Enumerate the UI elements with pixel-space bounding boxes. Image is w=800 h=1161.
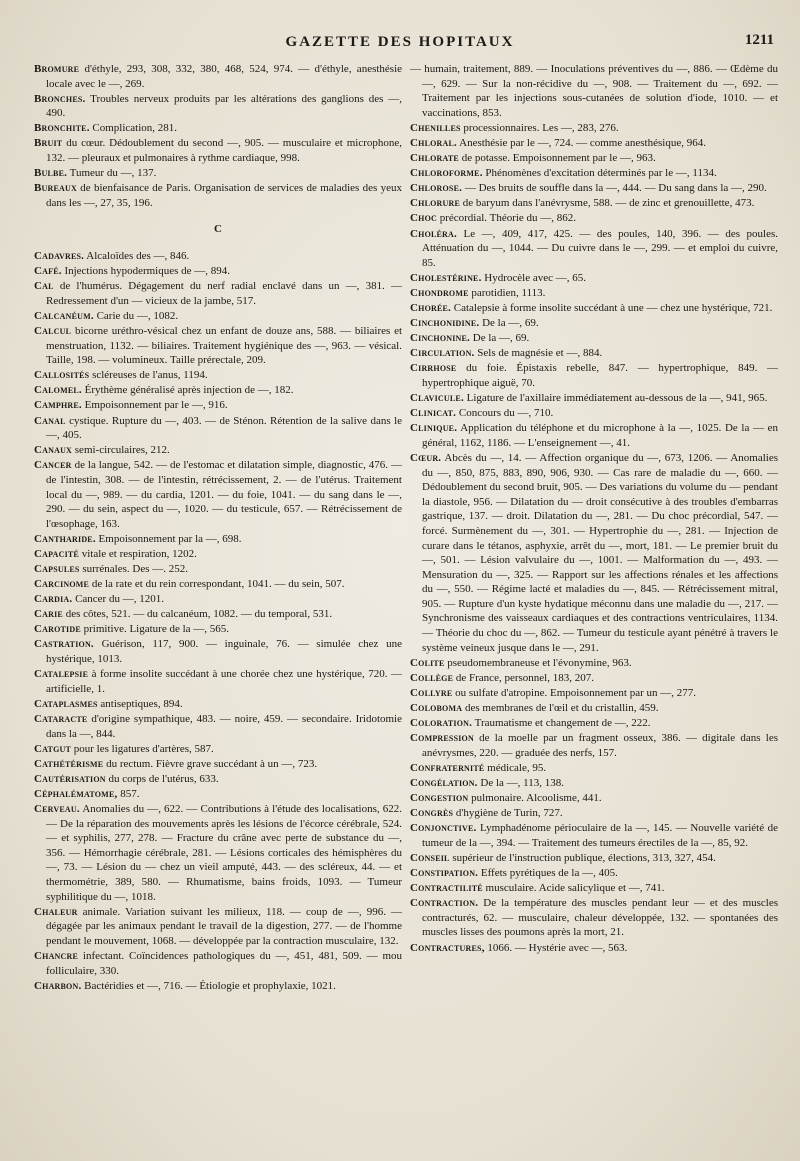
entry-headword: Canaux xyxy=(34,444,73,457)
index-entry xyxy=(410,656,778,671)
entry-headword: Chlorose. xyxy=(410,182,463,195)
entry-headword: Congestion xyxy=(410,792,469,805)
entry-headword: Cholestérine. xyxy=(410,271,482,284)
entry-text: semi-circulaires, 212. xyxy=(74,444,170,457)
entry-text: pulmonaire. Alcoolisme, 441. xyxy=(471,792,602,805)
entry-headword: Clavicule. xyxy=(410,392,464,405)
entry-headword: Café. xyxy=(34,265,62,278)
index-entry xyxy=(34,443,402,458)
entry-headword: Canal xyxy=(34,414,66,427)
index-entry xyxy=(34,121,402,136)
index-entry xyxy=(34,772,402,787)
entry-headword: Céphalématome, xyxy=(34,787,118,800)
entry-headword: Chlorure xyxy=(410,197,460,210)
entry-text: Alcaloïdes des —, 846. xyxy=(86,250,190,263)
index-entry xyxy=(410,731,778,760)
entry-text: De la —, 113, 138. xyxy=(480,777,564,789)
entry-headword: Cancer xyxy=(34,459,72,472)
entry-headword: Chloral. xyxy=(410,136,457,149)
entry-text: du rectum. Fièvre grave succédant à un —, 723. xyxy=(106,757,318,770)
entry-text: Anesthésie par le —, 724. — comme anesthésique, 964. xyxy=(459,136,706,149)
entry-text: Concours du —, 710. xyxy=(458,407,554,420)
entry-text: Abcès du —, 14. — Affection organique du —, 673, 1206. — Anomalies du —, 850, 875, 883, 890, 906, 930. — Cas rare de maladie du —, 660. — Dédoublement du second bruit, 905. — Des variations du volume du — pendant la diastole, 956. — Dilatation du — droit consécutive à des troubles d'embarras gastrique, 137. — droit. Dilatation du —, 281. — Du choc précordial, 547. — forcé. Surmènement du —, 301. — Hypertrophie du —, 281. — Injection de curare dans le tétanos, asphyxie, arrêt du —, mort, 181. — Le premier bruit du —, 501. — Lésion valvulaire du —, 1001. — Malformation du —, 493. — Mensuration du —, 325. — Rapport sur les affections rénales et les affections du —, 550. — Régime lacté et maladies du —, 845. — Rétrécissement mitral, 905. — Rupture d'un kyste hydatique méconnu dans une maladie du —, 217. — Synchronisme des vaisseaux cardiaques et des contractions ventriculaires, 1134. — Théorie du choc du —, 862. — Tumeur du testicule ayant pénétré à travers le système veineux jusque dans le —, 291. xyxy=(422,451,778,654)
entry-headword: Cardia. xyxy=(34,593,73,606)
entry-text: à forme insolite succédant à une chorée chez une hystérique, 720. — artificielle, 1. xyxy=(46,668,402,695)
entry-headword: Contraction. xyxy=(410,897,479,910)
entry-text: Empoisonnement par la —, 698. xyxy=(98,532,242,545)
entry-text: Empoisonnement par le —, 916. xyxy=(84,399,228,412)
entry-text: pour les ligatures d'artères, 587. xyxy=(73,742,214,755)
entry-text: Tumeur du —, 137. xyxy=(69,167,157,180)
entry-text: Complication, 281. xyxy=(92,122,178,135)
entry-text: 857. xyxy=(120,787,140,800)
index-entry xyxy=(410,451,778,655)
entry-text: médicale, 95. xyxy=(487,761,547,774)
entry-headword: Conseil xyxy=(410,851,450,864)
entry-headword: Catalepsie xyxy=(34,668,89,681)
entry-headword: Capacité xyxy=(34,547,79,560)
index-entry xyxy=(34,398,402,413)
entry-headword: Bronchite. xyxy=(34,122,90,135)
entry-text: de potasse. Empoisonnement par le —, 963. xyxy=(461,152,656,165)
right-column xyxy=(410,62,778,1152)
entry-text: surrénales. Des —. 252. xyxy=(82,563,189,575)
entry-text: Bactéridies et —, 716. — Étiologie et prophylaxie, 1021. xyxy=(84,979,336,992)
index-entry xyxy=(34,637,402,666)
index-entry xyxy=(34,414,402,443)
index-entry xyxy=(410,121,778,136)
entry-text: — Des bruits de souffle dans la —, 444. — Du sang dans la —, 290. xyxy=(464,182,767,195)
entry-headword: Contractures, xyxy=(410,941,485,954)
entry-text: musculaire. Acide salicylique et —, 741. xyxy=(485,882,665,895)
entry-text: cystique. Rupture du —, 403. — de Sténon. Rétention de la salive dans le —, 405. xyxy=(46,414,402,442)
entry-text: processionnaires. Les —, 283, 276. xyxy=(463,121,619,134)
entry-text: Anomalies du —, 622. — Contributions à l'étude des localisations, 622. — De la réparation des mouvements après les lésions de l'écorce cérébrale, 524. — et syphilis, 277, 278. — Fracture du crâne avec perte de substance du —, 356. — Hémorrhagie cérébrale, 281. — Lésions corticales des hémisphères du —, 73. — Lésion du — chez un vieil amputé, 443. — des scléreux, 44. — et thermométrie, 389, 580. — Rhumatisme, bains froids, 1093. — Tumeur syphilitique du —, 1018. xyxy=(46,803,402,903)
entry-text: Injections hypodermiques de —, 894. xyxy=(64,265,231,278)
index-entry xyxy=(34,712,402,741)
index-entry xyxy=(410,136,778,151)
entry-headword: Cataplasmes xyxy=(34,697,98,710)
index-entry xyxy=(34,787,402,802)
entry-headword: Coloration. xyxy=(410,717,473,730)
entry-headword: Circulation. xyxy=(410,347,475,360)
entry-headword: Contractilité xyxy=(410,882,483,895)
index-entry xyxy=(410,761,778,776)
entry-headword: Carcinome xyxy=(34,578,90,591)
entry-headword: Chorée. xyxy=(410,302,451,314)
entry-text: parotidien, 1113. xyxy=(471,286,546,299)
index-entry xyxy=(410,791,778,806)
index-entry xyxy=(410,346,778,361)
entry-text: ou sulfate d'atropine. Empoisonnement par un —, 277. xyxy=(455,686,697,699)
entry-text: Guérison, 117, 900. — inguinale, 76. — simulée chez une hystérique, 1013. xyxy=(46,638,402,666)
index-entry xyxy=(410,406,778,421)
entry-headword: Cinchonidine. xyxy=(410,317,480,330)
entry-headword: Cœur. xyxy=(410,451,442,464)
entry-text: infectant. Coïncidences pathologiques du —, 451, 481, 509. — mou folliculaire, 330. xyxy=(46,949,402,977)
entry-text: Lymphadénome périoculaire de la —, 145. — Nouvelle variété de tumeur de la —, 394. — Traitement des tumeurs érectiles de la —, 85, 92. xyxy=(422,822,778,849)
index-entry xyxy=(34,62,402,91)
entry-headword: Charbon. xyxy=(34,979,82,992)
index-entry xyxy=(410,941,778,956)
entry-text: du cœur. Dédoublement du second —, 905. — musculaire et microphone, 132. — pleuraux et pulmonaires à rythme cardiaque, 998. xyxy=(46,137,402,165)
entry-text: De la —, 69. xyxy=(482,317,539,330)
index-entry xyxy=(410,881,778,896)
index-entry xyxy=(34,697,402,712)
index-entry xyxy=(34,802,402,904)
entry-headword: Collyre xyxy=(410,686,453,699)
index-entry xyxy=(410,181,778,196)
entry-text: de France, personnel, 183, 207. xyxy=(455,671,594,684)
index-entry xyxy=(410,821,778,850)
entry-text: Effets pyrétiques de la —, 405. xyxy=(480,867,618,880)
entry-text: animale. Variation suivant les milieux, 118. — coup de —, 996. — dégagée par les animaux pendant le travail de la digestion, 277. — de l'homme pendant le mouvement, 1068. — développée par la contraction musculaire, 132. xyxy=(46,905,402,947)
index-entry xyxy=(34,577,402,592)
index-entry xyxy=(34,562,402,577)
page-number: 1211 xyxy=(744,32,774,48)
entry-headword: Colite xyxy=(410,656,445,669)
entry-text: précordial. Théorie du —, 862. xyxy=(439,212,577,225)
entry-text: Troubles nerveux produits par les altérations des ganglions des —, 490. xyxy=(46,92,402,120)
index-entry xyxy=(34,905,402,949)
index-entry xyxy=(410,701,778,716)
index-entry xyxy=(410,301,778,316)
entry-headword: Bruit xyxy=(34,137,63,150)
index-entry xyxy=(34,667,402,696)
index-entry xyxy=(410,671,778,686)
index-entry xyxy=(34,324,402,368)
index-entry xyxy=(34,181,402,210)
entry-text: Phénomènes d'excitation déterminés par le —, 1134. xyxy=(485,167,717,180)
entry-headword: Bromure xyxy=(34,63,80,75)
index-entry xyxy=(34,166,402,181)
entry-text: De la —, 69. xyxy=(472,332,530,345)
entry-text: du foie. Épistaxis rebelle, 847. — hypertrophique, 849. — hypertrophique aiguë, 70. xyxy=(422,362,778,389)
index-entry xyxy=(410,421,778,450)
index-entry xyxy=(410,716,778,731)
entry-text: primitive. Ligature de la —, 565. xyxy=(83,623,230,636)
entry-text: de l'humérus. Dégagement du nerf radial enclavé dans un —, 381. — Redressement d'un — vicieux de la jambe, 517. xyxy=(46,280,402,307)
index-entry xyxy=(410,286,778,301)
entry-headword: Cal xyxy=(34,280,54,293)
entry-headword: Bronches. xyxy=(34,92,86,105)
index-entry xyxy=(410,227,778,271)
entry-headword: Catgut xyxy=(34,742,71,755)
section-letter: C xyxy=(214,223,222,236)
entry-text: des côtes, 521. — du calcanéum, 1082. — du temporal, 531. xyxy=(65,608,333,621)
entry-headword: Carotide xyxy=(34,623,81,636)
entry-headword: Cadavres. xyxy=(34,250,85,263)
index-entry xyxy=(34,547,402,562)
index-entry xyxy=(410,806,778,821)
entry-headword: Cautérisation xyxy=(34,772,106,785)
entry-text: d'origine sympathique, 483. — noire, 459. — secondaire. Iridotomie dans la —, 844. xyxy=(46,712,402,740)
entry-headword: Chancre xyxy=(34,949,79,962)
entry-headword: Carie xyxy=(34,608,63,621)
entry-text: Hydrocèle avec —, 65. xyxy=(484,271,587,284)
entry-text: — humain, traitement, 889. — Inoculations préventives du —, 886. — Œdème du —, 629. — Sur la non-récidive du —, 908. — Traitement du —, 692. — Traitement par les injections sous-cutanées de solution d'iode, 1010. — et vaccinations, 853. xyxy=(410,63,778,119)
index-entry xyxy=(410,391,778,406)
entry-headword: Constipation. xyxy=(410,867,479,880)
entry-headword: Camphre. xyxy=(34,399,82,412)
index-entry xyxy=(410,686,778,701)
entry-text: des membranes de l'œil et du cristallin, 459. xyxy=(464,702,659,715)
entry-text: du corps de l'utérus, 633. xyxy=(108,772,219,785)
entry-text: scléreuses de l'anus, 1194. xyxy=(92,369,208,382)
entry-headword: Calcanéum. xyxy=(34,309,94,322)
index-entry xyxy=(34,368,402,383)
entry-headword: Bulbe. xyxy=(34,167,68,180)
entry-headword: Collège xyxy=(410,671,454,684)
index-entry xyxy=(34,383,402,398)
index-entry xyxy=(34,279,402,308)
index-entry xyxy=(34,592,402,607)
entry-headword: Chondrome xyxy=(410,286,469,299)
entry-text: Cancer du —, 1201. xyxy=(75,593,164,606)
entry-headword: Cerveau. xyxy=(34,803,80,815)
entry-headword: Cinchonine. xyxy=(410,332,471,345)
index-entry xyxy=(410,851,778,866)
entry-headword: Choc xyxy=(410,212,437,225)
entry-text: De la température des muscles pendant leur — et des muscles contracturés, 62. — musculaire, chaleur développée, 132. — spontanées des muscles lisses des poumons après la mort, 21. xyxy=(422,897,778,939)
entry-headword: Chloroforme. xyxy=(410,167,483,180)
index-entry xyxy=(34,264,402,279)
entry-headword: Cathétérisme xyxy=(34,757,104,770)
entry-text: antiseptiques, 894. xyxy=(100,697,183,710)
page-header xyxy=(20,30,780,60)
index-entry xyxy=(34,309,402,324)
index-entry xyxy=(34,757,402,772)
entry-text: vitale et respiration, 1202. xyxy=(81,547,197,560)
index-entry xyxy=(410,166,778,181)
entry-text: Le —, 409, 417, 425. — des poules, 140, 396. — des poules. Atténuation du —, 1044. — Du cuivre dans le —, 299. — et emploi du cuivre, 85. xyxy=(422,227,778,269)
entry-text: d'éthyle, 293, 308, 332, 380, 468, 524, 974. — d'éthyle, anesthésie locale avec le —, 269. xyxy=(46,63,402,90)
entry-headword: Clinique. xyxy=(410,422,458,435)
index-entry xyxy=(34,742,402,757)
entry-headword: Calcul xyxy=(34,325,72,337)
entry-headword: Cataracte xyxy=(34,712,88,725)
index-entry xyxy=(410,866,778,881)
entry-text: Carie du —, 1082. xyxy=(96,309,179,322)
index-entry xyxy=(34,607,402,622)
index-entry xyxy=(34,92,402,121)
entry-headword: Chaleur xyxy=(34,905,78,918)
index-entry xyxy=(410,331,778,346)
entry-text: 1066. — Hystérie avec —, 563. xyxy=(487,941,628,954)
index-entry xyxy=(410,361,778,390)
entry-text: Ligature de l'axillaire immédiatement au-dessous de la —, 941, 965. xyxy=(466,392,768,405)
left-column xyxy=(34,62,402,1152)
entry-headword: Callosités xyxy=(34,369,90,382)
entry-headword: Bureaux xyxy=(34,182,77,195)
entry-text: supérieur de l'instruction publique, élections, 313, 327, 454. xyxy=(452,851,716,864)
index-entry xyxy=(34,622,402,637)
entry-headword: Cirrhose xyxy=(410,362,457,375)
index-entry xyxy=(34,979,402,994)
index-entry xyxy=(34,136,402,165)
journal-title: GAZETTE DES HOPITAUX xyxy=(285,34,515,50)
entry-text: Érythème généralisé après injection de —, 182. xyxy=(84,384,294,397)
index-entry xyxy=(34,249,402,264)
entry-text: de la moelle par un fragment osseux, 386. — digitale dans les anévrysmes, 220. — graduée des nerfs, 157. xyxy=(422,732,778,759)
index-entry xyxy=(410,271,778,286)
entry-text: Traumatisme et changement de —, 222. xyxy=(474,717,651,730)
entry-headword: Chlorate xyxy=(410,152,459,165)
entry-headword: Coloboma xyxy=(410,702,463,715)
entry-headword: Congélation. xyxy=(410,777,478,789)
index-entry xyxy=(410,776,778,791)
index-entry xyxy=(410,151,778,166)
index-entry xyxy=(410,62,778,120)
entry-headword: Conjonctive. xyxy=(410,822,477,835)
entry-text: bicorne uréthro-vésical chez un enfant de douze ans, 588. — biliaires et menstruation, 1132. — biliaires. Traitement hygiénique des —, 963. — vésical. Taille, 198. — volumineux. Taille prérectale, 209. xyxy=(46,325,402,367)
entry-headword: Confraternité xyxy=(410,761,485,774)
entry-headword: Calomel. xyxy=(34,384,82,397)
entry-text: de bienfaisance de Paris. Organisation de services de maladies des yeux dans les —, 27, 35, 196. xyxy=(46,182,402,209)
entry-headword: Congrès xyxy=(410,807,454,820)
entry-headword: Capsules xyxy=(34,563,80,575)
entry-text: de la rate et du rein correspondant, 1041. — du sein, 507. xyxy=(91,578,345,591)
entry-headword: Castration. xyxy=(34,638,94,651)
entry-text: Application du téléphone et du microphone à la —, 1025. De la — en général, 1162, 1186. — L'enseignement —, 41. xyxy=(422,422,778,449)
index-entry xyxy=(410,196,778,211)
index-entry xyxy=(410,896,778,940)
index-entry xyxy=(34,949,402,978)
index-entry xyxy=(34,458,402,531)
entry-headword: Chenilles xyxy=(410,121,461,134)
index-entry xyxy=(410,316,778,331)
entry-headword: Clinicat. xyxy=(410,407,457,420)
entry-text: Sels de magnésie et —, 884. xyxy=(477,347,603,360)
entry-text: Catalepsie à forme insolite succédant à une — chez une hystérique, 721. xyxy=(453,302,773,314)
entry-headword: Cantharide. xyxy=(34,532,96,545)
index-entry xyxy=(34,532,402,547)
entry-text: pseudomembraneuse et l'évonymine, 963. xyxy=(447,656,632,669)
entry-text: de baryum dans l'anévrysme, 588. — de zinc et grenouillette, 473. xyxy=(462,197,755,210)
entry-text: de la langue, 542. — de l'estomac et dilatation simple, diagnostic, 476. — de l'intestin, 308. — de l'intestin, rétrécissement, 2. — de l'utérus. Traitement local du —, 989. — du cardia, 1201. — du foie, 1041. — du sang dans le —, 290. — du sein, aspect du —, 1020. — du testicule, 657. — Rétrécissement de l'œsophage, 163. xyxy=(46,459,402,530)
entry-headword: Compression xyxy=(410,732,474,745)
entry-headword: Choléra. xyxy=(410,227,457,240)
entry-text: d'hygiène de Turin, 727. xyxy=(455,807,563,820)
index-entry xyxy=(410,211,778,226)
